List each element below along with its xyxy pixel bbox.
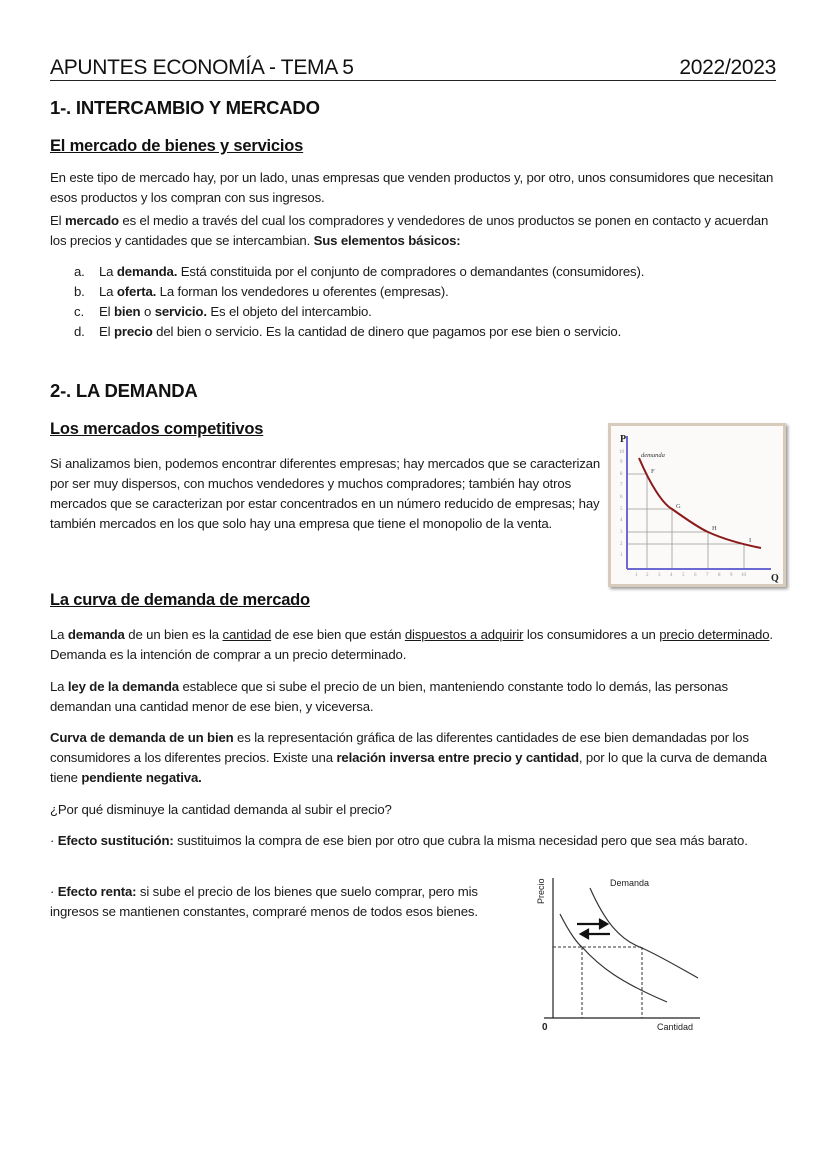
demand-shift-svg [530, 872, 710, 1040]
efecto-sustitucion-para: · Efecto sustitución: sustituimos la compra de ese bien por otro que cubra la misma necesidad pero que sea más barato. [50, 833, 748, 848]
section-2-title: 2-. LA DEMANDA [50, 380, 198, 401]
point-label-f: F [651, 468, 655, 475]
question-para: ¿Por qué disminuye la cantidad demanda al subir el precio? [50, 802, 392, 817]
mercado-para-2: El mercado es el medio a través del cual los compradores y vendedores de unos productos se ponen en contacto y acuerdan los precios y cantidades que se intercambian. Sus elementos básicos: [50, 213, 769, 248]
x-axis-label: Q [771, 573, 779, 584]
point-label-i: I [749, 537, 752, 544]
svg-text:4: 4 [670, 573, 673, 578]
curve-label: demanda [641, 452, 665, 459]
demanda-definition-para: La demanda de un bien es la cantidad de ese bien que están dispuestos a adquirir los consumidores a un precio determinado. Demanda es la intención de comprar a un precio determinado. [50, 627, 773, 662]
document-year: 2022/2023 [679, 56, 776, 79]
svg-text:7: 7 [706, 573, 709, 578]
subsection-curva-title: La curva de demanda de mercado [50, 591, 310, 609]
list-item: c. El bien o servicio. Es el objeto del intercambio. [74, 304, 372, 319]
svg-text:4: 4 [620, 518, 623, 523]
svg-text:10: 10 [619, 450, 624, 455]
demand-curve [639, 458, 761, 548]
demand-chart-svg [611, 426, 783, 584]
svg-text:6: 6 [620, 495, 623, 500]
section-1-title: 1-. INTERCAMBIO Y MERCADO [50, 97, 320, 118]
svg-text:3: 3 [658, 573, 661, 578]
origin-label: 0 [542, 1022, 548, 1033]
svg-text:8: 8 [620, 472, 623, 477]
elements-list [74, 262, 644, 342]
svg-text:7: 7 [620, 483, 623, 488]
svg-text:6: 6 [694, 573, 697, 578]
point-label-g: G [676, 503, 681, 510]
curve-label: Demanda [610, 878, 650, 888]
y-axis-label: P [620, 434, 627, 445]
svg-text:5: 5 [620, 507, 623, 512]
list-item: d. El precio del bien o servicio. Es la cantidad de dinero que pagamos por ese bien o servicio. [74, 324, 622, 339]
competitivos-para: Si analizamos bien, podemos encontrar diferentes empresas; hay mercados que se caracterizan por ser muy dispersos, con muchos vendedores y muchos compradores; también hay otros mercados que se caracterizan por estar concentrados en un número reducido de empresas; hay también mercados en los que solo hay una empresa que tiene el monopolio de la venta. [50, 456, 601, 531]
demand-shift-chart [530, 872, 710, 1040]
svg-text:9: 9 [730, 573, 733, 578]
mercado-para-1: En este tipo de mercado hay, por un lado, unas empresas que venden productos y, por otro, unos consumidores que necesitan esos productos y los compran con sus ingresos. [50, 170, 774, 205]
efecto-renta-para: · Efecto renta: si sube el precio de los bienes que suelo comprar, pero mis ingresos se mantienen constantes, compraré menos de todos esos bienes. [50, 884, 478, 919]
svg-text:1: 1 [620, 553, 623, 558]
ley-demanda-para: La ley de la demanda establece que si sube el precio de un bien, manteniendo constante todo lo demás, las personas demandan una cantidad menor de ese bien, y viceversa. [50, 679, 728, 714]
page-header [50, 52, 776, 81]
list-item: b. La oferta. La forman los vendedores u oferentes (empresas). [74, 284, 449, 299]
subsection-competitivos-title: Los mercados competitivos [50, 420, 264, 438]
y-axis-label: Precio [536, 878, 546, 904]
svg-text:5: 5 [682, 573, 685, 578]
svg-text:9: 9 [620, 460, 623, 465]
svg-text:1: 1 [635, 573, 638, 578]
svg-text:2: 2 [620, 542, 623, 547]
svg-text:10: 10 [741, 573, 746, 578]
curva-definition-para: Curva de demanda de un bien es la representación gráfica de las diferentes cantidades de ese bien demandadas por los consumidores a los diferentes precios. Existe una relación inversa entre precio y cantidad, por lo que la curva de demanda tiene pendiente negativa. [50, 730, 767, 785]
document-title: APUNTES ECONOMÍA - TEMA 5 [50, 56, 354, 79]
list-item: a. La demanda. Está constituida por el conjunto de compradores o demandantes (consumidores). [74, 264, 645, 279]
x-axis-label: Cantidad [657, 1022, 694, 1032]
point-label-h: H [712, 525, 717, 532]
svg-text:3: 3 [620, 530, 623, 535]
svg-text:8: 8 [718, 573, 721, 578]
demand-curve-chart [608, 423, 786, 587]
svg-text:2: 2 [646, 573, 649, 578]
subsection-mercado-title: El mercado de bienes y servicios [50, 137, 304, 155]
